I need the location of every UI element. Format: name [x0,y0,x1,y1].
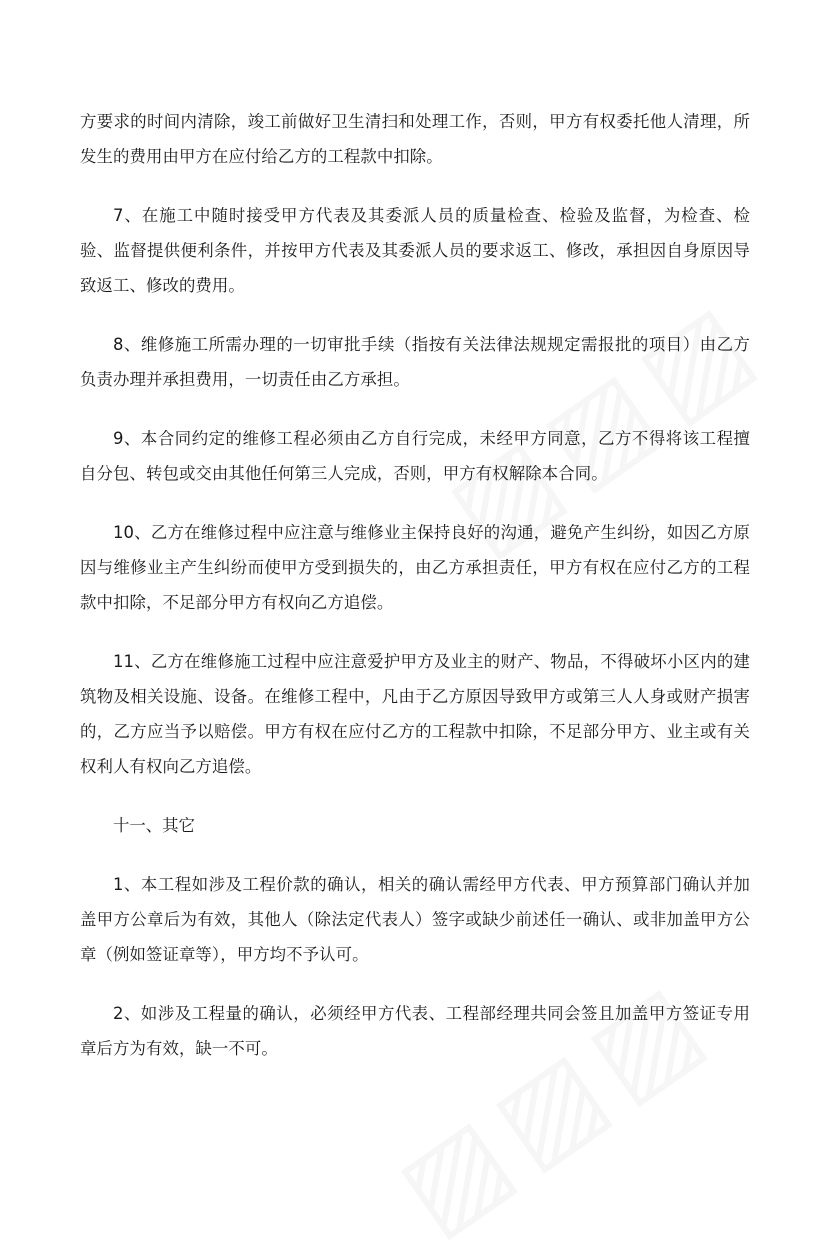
document-body [80,104,750,1090]
section-paragraph-1: 1、本工程如涉及工程价款的确认，相关的确认需经甲方代表、甲方预算部门确认并加盖甲方公章后为有效，其他人（除法定代表人）签字或缺少前述任一确认、或非加盖甲方公章（例如签证章等），甲方均不予认可。 [80,875,750,964]
paragraph-item-7: 7、在施工中随时接受甲方代表及其委派人员的质量检查、检验及监督，为检查、检验、监督提供便利条件，并按甲方代表及其委派人员的要求返工、修改，承担因自身原因导致返工、修改的费用。 [80,206,750,295]
paragraph-item-10: 10、乙方在维修过程中应注意与维修业主保持良好的沟通，避免产生纠纷，如因乙方原因与维修业主产生纠纷而使甲方受到损失的，由乙方承担责任，甲方有权在应付乙方的工程款中扣除，不足部分甲方有权向乙方追偿。 [80,523,750,612]
section-heading: 十一、其它 [113,816,195,835]
paragraph-item-8: 8、维修施工所需办理的一切审批手续（指按有关法律法规规定需报批的项目）由乙方负责办理并承担费用，一切责任由乙方承担。 [80,335,750,389]
paragraph-item-11: 11、乙方在维修施工过程中应注意爱护甲方及业主的财产、物品，不得破坏小区内的建筑物及相关设施、设备。在维修工程中，凡由于乙方原因导致甲方或第三人人身或财产损害的，乙方应当予以赔偿。甲方有权在应付乙方的工程款中扣除，不足部分甲方、业主或有关权利人有权向乙方追偿。 [80,652,750,776]
section-paragraph-2: 2、如涉及工程量的确认，必须经甲方代表、工程部经理共同会签且加盖甲方签证专用章后方为有效，缺一不可。 [80,1004,750,1058]
paragraph-item-9: 9、本合同约定的维修工程必须由乙方自行完成，未经甲方同意，乙方不得将该工程擅自分包、转包或交由其他任何第三人完成，否则，甲方有权解除本合同。 [80,429,750,483]
paragraph-continued: 方要求的时间内清除，竣工前做好卫生清扫和处理工作，否则，甲方有权委托他人清理，所发生的费用由甲方在应付给乙方的工程款中扣除。 [80,112,750,166]
